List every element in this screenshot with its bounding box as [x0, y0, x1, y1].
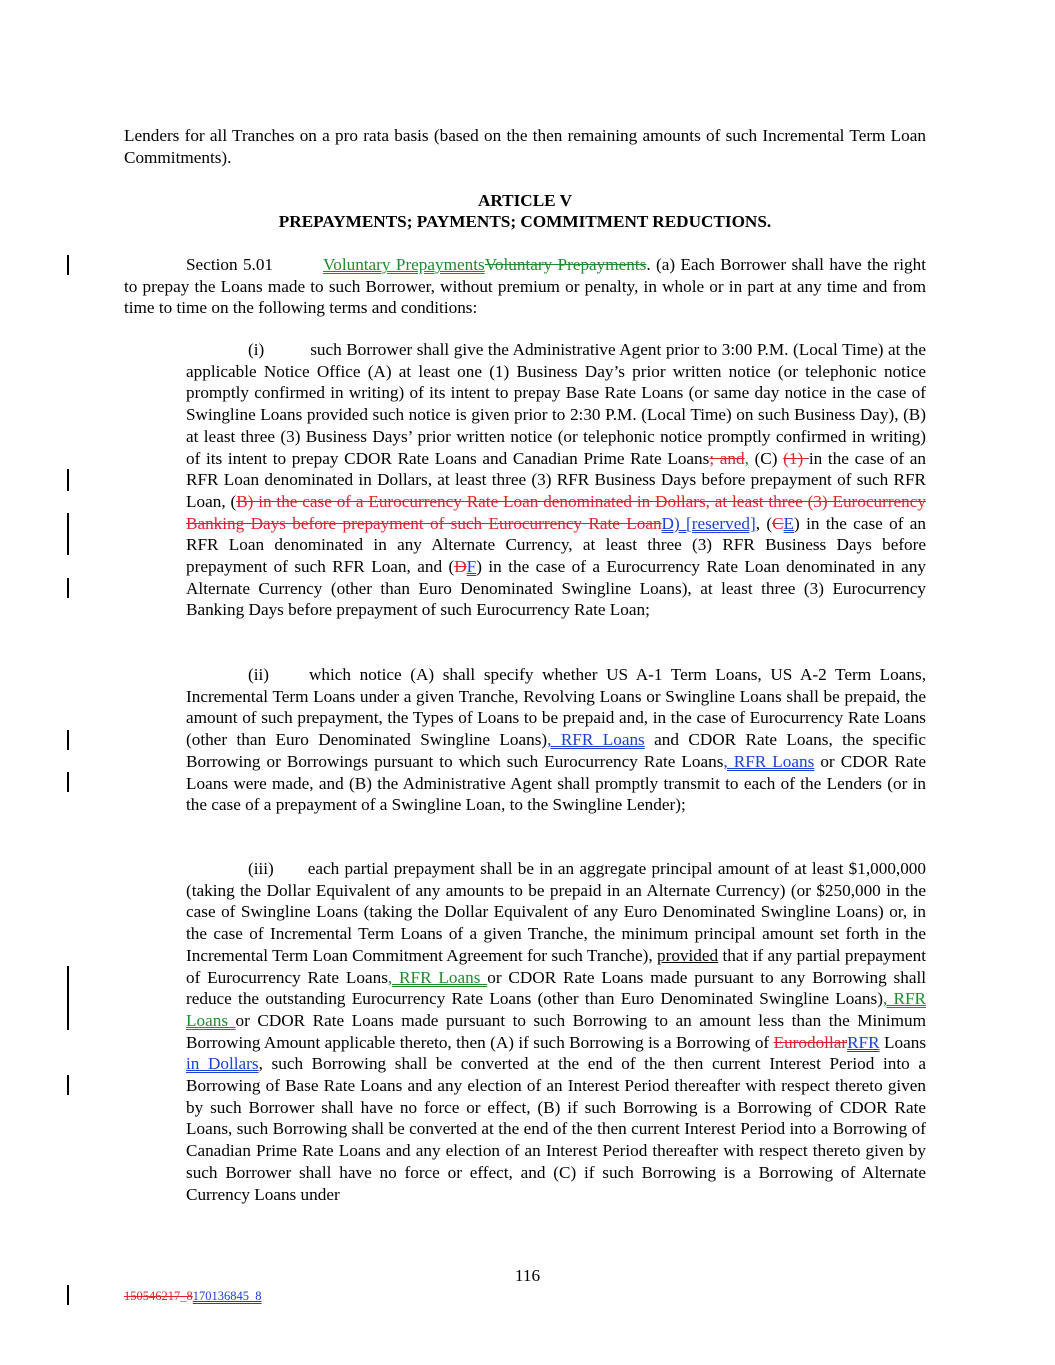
intro-paragraph: Lenders for all Tranches on a pro rata basis (based on the then remaining amounts of such Incremental Term Loan Commitments).: [124, 126, 926, 167]
clause-number: (ii): [248, 665, 269, 684]
inserted-doc-id: 170136845_8: [192, 1289, 262, 1303]
inserted-text: , RFR Loans: [723, 751, 815, 771]
clause-text: or CDOR Rate Loans were made, and (B) the Administrative Agent shall promptly transmit to each of the Lenders (or in the case of a prepayment of a Swingline Loan, to the Swingline Lender);: [186, 751, 926, 815]
clause-number: (iii): [248, 859, 274, 878]
clause-number: (i): [248, 340, 265, 359]
inserted-text: in Dollars: [186, 1054, 259, 1074]
deleted-text: C: [772, 513, 784, 533]
clause-text: ) in the case of an RFR Loan denominated in any Alternate Currency, at least three (3) RFR Business Days before prepayment of such RFR Loan, and (: [186, 513, 926, 577]
inserted-text: RFR: [847, 1032, 880, 1052]
deleted-text: case of a Eurocurrency Rate Loan denominated in Dollars, at least three (3) Eurocurrency: [302, 491, 926, 511]
inserted-text: , RFR Loans: [387, 967, 488, 987]
clause-text: or CDOR Rate Loans made pursuant to any Borrowing shall reduce the outstanding Eurocurrency Rate Loans (other than Euro Denominated Swingline Loans): [186, 967, 927, 1009]
change-bar: [67, 772, 69, 792]
inserted-text: D) [reserved]: [661, 513, 756, 533]
change-bar: [67, 1285, 69, 1305]
section-text: . (a) Each Borrower shall have the right to prepay the Loans made to such Borrower, without premium or penalty, in whole or in part at any time and from time to time on the following terms and conditions:: [124, 255, 927, 318]
deleted-text: D: [454, 557, 467, 577]
deleted-text: Banking Days before prepayment of such Eurocurrency Rate Loan: [186, 513, 662, 533]
change-bar: [67, 255, 69, 275]
clause-text: ) in the case of a Eurocurrency Rate Loan denominated in any Alternate Currency (other than Euro Denominated Swingline Loans), at least three (3) Eurocurrency Banking Days before prepayment of such Eurocurrency Rate Loan;: [186, 557, 927, 620]
change-bar: [67, 730, 69, 750]
clause-text: and CDOR Rate Loans, the specific Borrowing or Borrowings pursuant to which such Eurocurrency Rate Loans: [186, 730, 926, 771]
section-title-deleted: Voluntary Prepayments: [484, 255, 647, 274]
clause-text: , (: [755, 513, 773, 533]
deleted-text: Eurodollar: [773, 1032, 848, 1052]
deleted-text: ; and: [709, 448, 745, 468]
underlined-text: provided: [657, 945, 719, 965]
clause-text: that if any partial prepayment of Eurocurrency Rate Loans: [186, 945, 926, 987]
article-number: ARTICLE V: [477, 191, 573, 210]
section-title-inserted: Voluntary Prepayments: [323, 255, 485, 274]
clause-text: Loans: [879, 1032, 927, 1052]
deleted-text: B) in the: [236, 491, 303, 511]
clause-text: or CDOR Rate Loans made pursuant to such Borrowing to an amount less than the Minimum Borrowing Amount applicable thereto, then (A) if such Borrowing is a Borrowing of: [186, 1010, 926, 1052]
section-5-01: [124, 254, 926, 319]
clause-text: , such Borrowing shall be converted at the end of the then current Interest Period into a Borrowing of Base Rate Loans and any election of an Interest Period thereafter with respect thereto given by such Borrower shall have no force or effect, (B) if such Borrowing is a Borrowing of CDOR Rate Loans, such Borrowing shall be converted at the end of the then current Interest Period into a Borrowing of Canadian Prime Rate Loans and any election of an Interest Period thereafter with respect thereto given by such Borrower shall have no force or effect, and (C) if such Borrowing is a Borrowing of Alternate Currency Loans under: [186, 1054, 927, 1204]
clause-text: (C): [748, 448, 784, 468]
inserted-text: ,: [744, 448, 749, 468]
inserted-text: F: [466, 557, 477, 577]
document-id: [124, 1289, 262, 1304]
inserted-text: E: [783, 513, 795, 533]
clause-text: such Borrower shall give the Administrative Agent prior to 3:00 P.M. (Local Time) at the applicable Notice Office (A) at least one (1) Business Day’s prior written notice (or telephonic notice promptly confirmed in writing) of its intent to prepay Base Rate Loans (or same day notice in the case of Swingline Loans provided such notice is given prior to 2:30 P.M. (Local Time) on such Business Day), (B) at least three (3) Business Days’ prior written notice (or telephonic notice promptly confirmed in writing) of its intent to prepay CDOR Rate Loans and Canadian Prime Rate Loans: [186, 340, 926, 468]
inserted-text: , RFR Loans: [186, 989, 926, 1030]
change-bar: [67, 469, 69, 491]
clause-text: which notice (A) shall specify whether US A-1 Term Loans, US A-2 Term Loans, Incremental Term Loans under a given Tranche, Revolving Loans or Swingline Loans shall be prepaid, the amount of such prepayment, the Types of Loans to be prepaid and, in the case of Eurocurrency Rate Loans (other than Euro Denominated Swingline Loans): [186, 665, 926, 750]
deleted-doc-id: 150546217_8: [124, 1289, 193, 1303]
clause-text: in the case of an RFR Loan denominated in Dollars, at least three (3) RFR Business Days before prepayment of such RFR Loan, (: [186, 448, 927, 511]
section-label: Section 5.01: [186, 255, 274, 274]
clause-i: [186, 339, 926, 621]
change-bar: [67, 578, 69, 598]
clause-text: each partial prepayment shall be in an aggregate principal amount of at least $1,000,000 (taking the Dollar Equivalent of any amounts to be prepaid in an Alternate Currency) (or $250,000 in the case of Swingline Loans (taking the Dollar Equivalent of any Euro Denominated Swingline Loans) or, in the case of Incremental Term Loans of a given Tranche, the minimum principal amount set forth in the Incremental Term Loan Commitment Agreement for such Tranche),: [186, 859, 926, 965]
clause-iii: [186, 858, 926, 1205]
change-bar: [67, 513, 69, 555]
deleted-text: (1): [783, 448, 809, 468]
clause-ii: [186, 664, 926, 816]
change-bar: [67, 966, 69, 1030]
change-bar: [67, 1075, 69, 1095]
article-title: PREPAYMENTS; PAYMENTS; COMMITMENT REDUCTIONS.: [278, 212, 772, 231]
inserted-text: , RFR Loans: [547, 730, 645, 750]
page-number: 116: [514, 1266, 541, 1285]
